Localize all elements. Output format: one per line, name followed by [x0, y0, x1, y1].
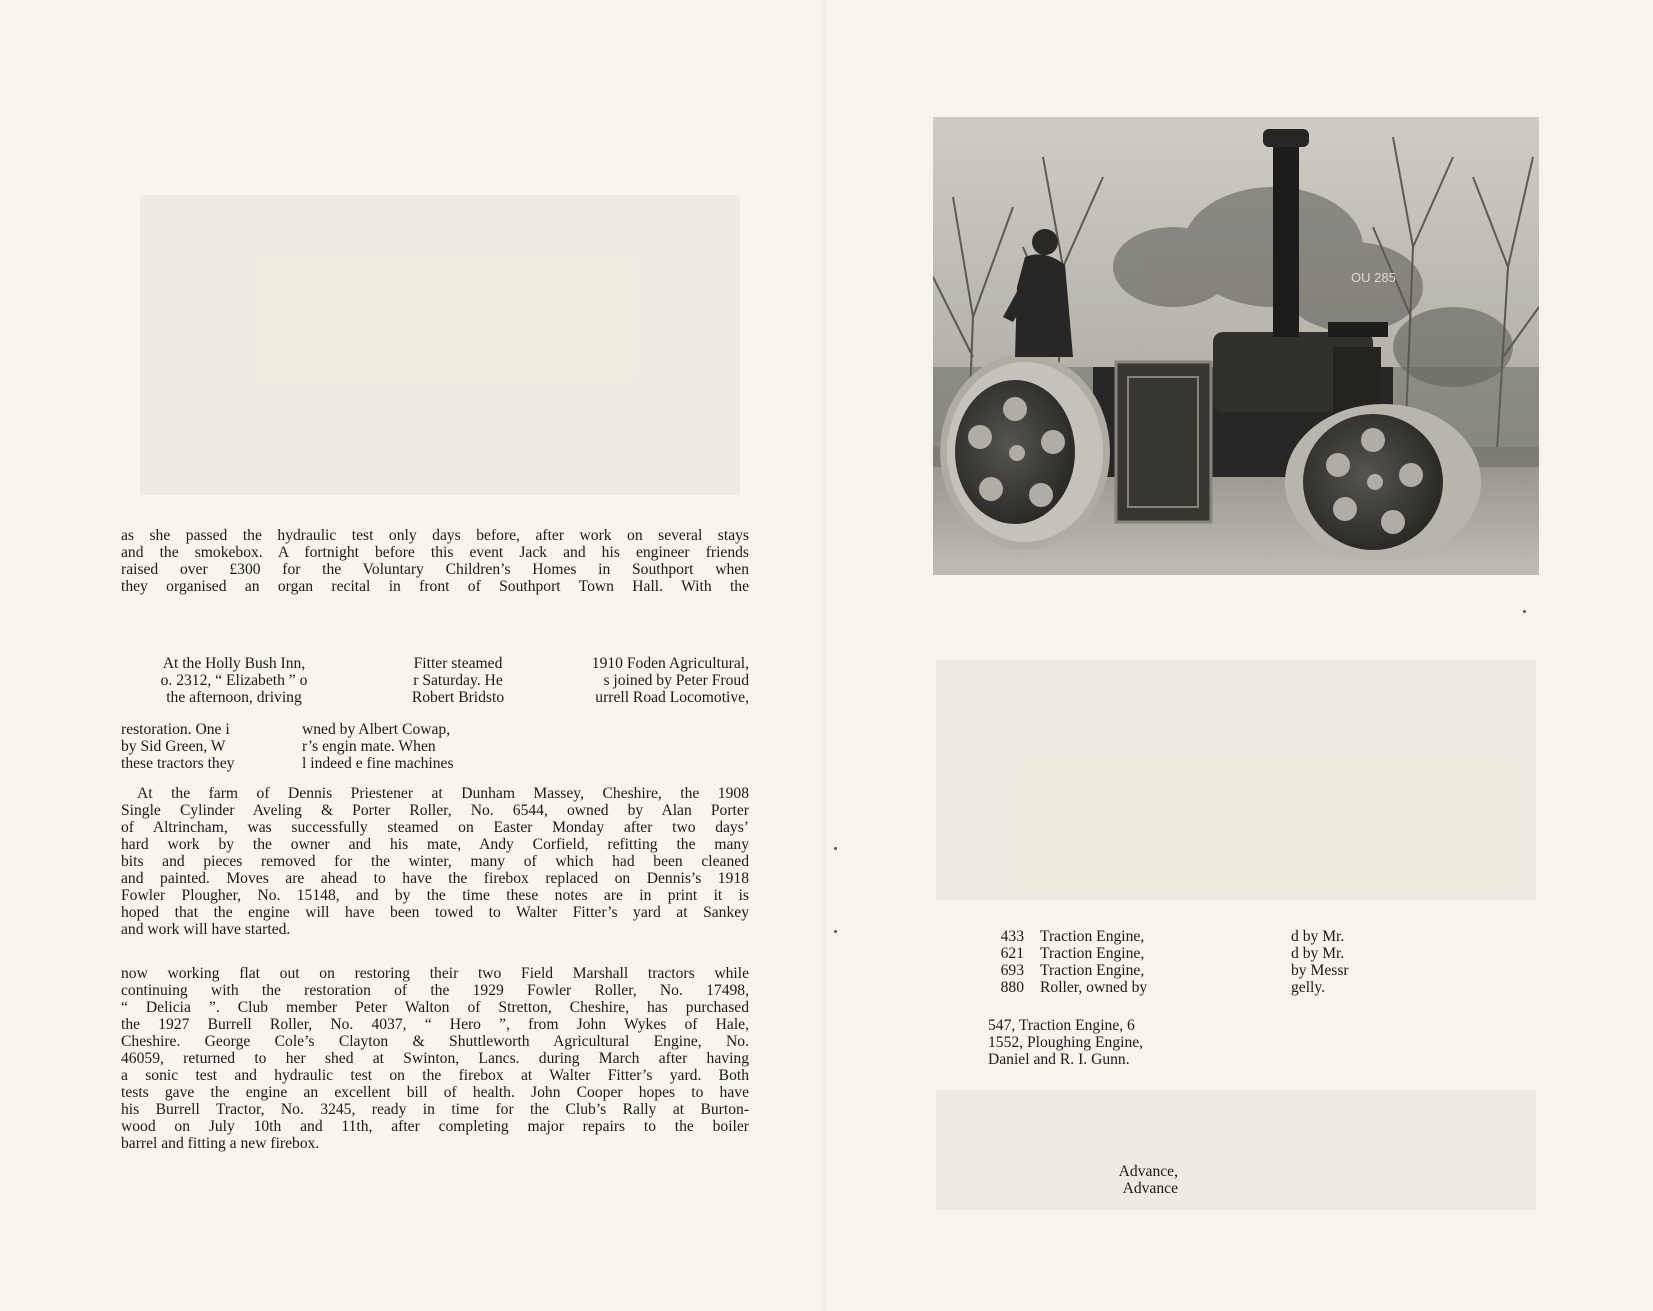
- text-line: l indeed e fine machines: [302, 755, 454, 772]
- text-line: Advance: [1122, 1180, 1178, 1197]
- margin-dot: [1523, 610, 1526, 613]
- text-line: hard work by the owner and his mate, Andy Corfield, refitting the many: [121, 836, 749, 853]
- text-line: they organised an organ recital in front of Southport Town Hall. With the: [121, 578, 749, 595]
- engine-type: Traction Engine,: [1040, 945, 1145, 962]
- text-line: as she passed the hydraulic test only days before, after work on several stays: [121, 527, 749, 544]
- owner-fragment: d by Mr.: [1291, 928, 1345, 945]
- paragraph-dennis-priestener: [121, 785, 749, 938]
- text-line: and the smokebox. A fortnight before this event Jack and his engineer friends: [121, 544, 749, 561]
- list-item: [990, 945, 1349, 962]
- margin-dot: [834, 847, 837, 850]
- text-line: r’s engin mate. When: [302, 738, 436, 755]
- engine-type: Roller, owned by: [1040, 979, 1148, 996]
- fragment-restoration: [121, 721, 281, 772]
- fragment-fitter-steamed: [393, 655, 523, 706]
- text-line: and painted. Moves are ahead to have the firebox replaced on Dennis’s 1918: [121, 870, 749, 887]
- text-line: restoration. One i: [121, 721, 230, 738]
- text-line: barrel and fitting a new firebox.: [121, 1135, 320, 1152]
- list-item: [990, 979, 1349, 996]
- engine-number: 880: [1000, 979, 1024, 996]
- text-line: now working flat out on restoring their two Field Marshall tractors while: [121, 965, 749, 982]
- text-line: 1910 Foden Agricultural,: [591, 655, 749, 672]
- text-line: 547, Traction Engine, 6: [988, 1017, 1135, 1034]
- text-line: Single Cylinder Aveling & Porter Roller, No. 6544, owned by Alan Porter: [121, 802, 749, 819]
- text-line: a sonic test and hydraulic test on the firebox at Walter Fitter’s yard. Both: [121, 1067, 749, 1084]
- owner-fragment: gelly.: [1291, 979, 1326, 996]
- plate-text: OU 285: [1351, 270, 1396, 285]
- text-line: raised over £300 for the Voluntary Children’s Homes in Southport when: [121, 561, 749, 578]
- fragment-foden-agricultural: [545, 655, 749, 706]
- text-line: Fowler Plougher, No. 15148, and by the time these notes are in print it is: [121, 887, 749, 904]
- text-line: tests gave the engine an excellent bill of health. John Cooper hopes to have: [121, 1084, 749, 1101]
- text-line: urrell Road Locomotive,: [595, 689, 749, 706]
- text-line: At the Holly Bush Inn,: [162, 655, 306, 672]
- text-line: by Sid Green, W: [121, 738, 226, 755]
- text-line: Cheshire. George Cole’s Clayton & Shuttleworth Agricultural Engine, No.: [121, 1033, 749, 1050]
- text-line: continuing with the restoration of the 1929 Fowler Roller, No. 17498,: [121, 982, 749, 999]
- engine-number: 693: [1000, 962, 1024, 979]
- text-line: r Saturday. He: [413, 672, 503, 689]
- text-line: s joined by Peter Froud: [603, 672, 749, 689]
- fragment-ploughing-engine: [988, 1017, 1193, 1068]
- owner-fragment: by Messr: [1291, 962, 1349, 979]
- text-line: Daniel and R. I. Gunn.: [988, 1051, 1130, 1068]
- text-line: wned by Albert Cowap,: [302, 721, 451, 738]
- owner-fragment: d by Mr.: [1291, 945, 1345, 962]
- list-item: [990, 962, 1349, 979]
- text-line: bits and pieces removed for the winter, many of which had been cleaned: [121, 853, 749, 870]
- fragment-advance: [1090, 1163, 1178, 1197]
- text-line: Robert Bridsto: [411, 689, 505, 706]
- left-page: [0, 0, 826, 1311]
- text-line: At the farm of Dennis Priestener at Dunham Massey, Cheshire, the 1908: [137, 785, 749, 802]
- text-line: Fitter steamed: [413, 655, 503, 672]
- paragraph-hydraulic-test: [121, 527, 749, 595]
- text-line: Advance,: [1118, 1163, 1178, 1180]
- text-line: 46059, returned to her shed at Swinton, Lancs. during March after having: [121, 1050, 749, 1067]
- text-line: the 1927 Burrell Roller, No. 4037, “ Hero ”, from John Wykes of Hale,: [121, 1016, 749, 1033]
- text-line: hoped that the engine will have been towed to Walter Fitter’s yard at Sankey: [121, 904, 749, 921]
- engine-type: Traction Engine,: [1040, 928, 1145, 945]
- engine-number: 621: [1000, 945, 1024, 962]
- list-item: [990, 928, 1349, 945]
- fragment-albert-cowap: [302, 721, 517, 772]
- fragment-holly-bush: [136, 655, 332, 706]
- text-line: these tractors they: [121, 755, 235, 772]
- text-line: “ Delicia ”. Club member Peter Walton of Stretton, Cheshire, has purchased: [121, 999, 749, 1016]
- text-line: 1552, Ploughing Engine,: [988, 1034, 1144, 1051]
- text-line: of Altrincham, was successfully steamed on Easter Monday after two days’: [121, 819, 749, 836]
- engine-number: 433: [1000, 928, 1024, 945]
- text-line: o. 2312, “ Elizabeth ” o: [160, 672, 308, 689]
- text-line: the afternoon, driving: [166, 689, 302, 706]
- steam-roller-image: [933, 117, 1539, 575]
- engine-list: [990, 928, 1349, 996]
- engine-type: Traction Engine,: [1040, 962, 1145, 979]
- text-line: wood on July 10th and 11th, after completing major repairs to the boiler: [121, 1118, 749, 1135]
- text-line: and work will have started.: [121, 921, 291, 938]
- paragraph-field-marshall: [121, 965, 749, 1152]
- steam-roller-photo: [933, 117, 1539, 575]
- show-through-text: [140, 195, 740, 495]
- margin-dot: [834, 930, 837, 933]
- text-line: his Burrell Tractor, No. 3245, ready in time for the Club’s Rally at Burton-: [121, 1101, 749, 1118]
- show-through-text: [936, 1090, 1536, 1210]
- show-through-text: [936, 660, 1536, 900]
